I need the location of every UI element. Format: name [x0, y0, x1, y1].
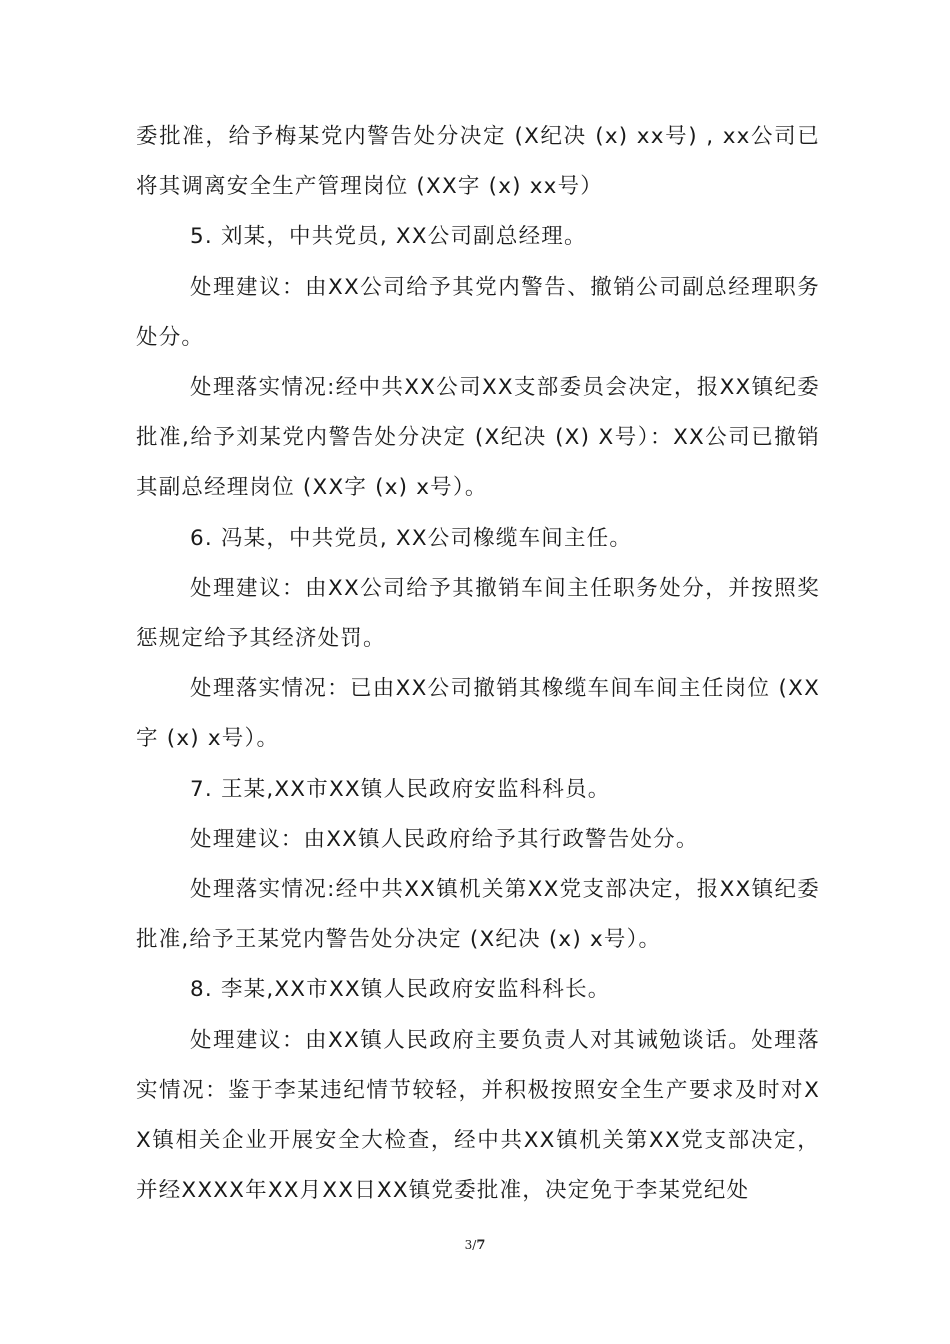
paragraph: 处理落实情况:经中共XX公司XX支部委员会决定，报XX镇纪委批准,给予刘某党内警告处分决定 (X纪决 (X) X号）：XX公司已撤销其副总经理岗位 (XX字 (x) x号）。 — [136, 375, 820, 501]
paragraph: 处理落实情况：已由XX公司撤销其橡缆车间车间主任岗位 (XX字 (x) x号）。 — [136, 676, 820, 752]
paragraph: 处理建议：由XX镇人民政府给予其行政警告处分。 — [190, 826, 699, 852]
page-number-total: 7 — [476, 1238, 486, 1253]
paragraph: 8. 李某,XX市XX镇人民政府安监科科长。 — [190, 977, 611, 1003]
paragraph: 6. 冯某，中共党员, XX公司橡缆车间主任。 — [190, 525, 633, 551]
paragraph: 委批准，给予梅某党内警告处分决定 (X纪决 (x) xx号) , xx公司已将其调离安全生产管理岗位 (XX字 (x) xx号） — [136, 124, 820, 200]
page-number — [0, 1238, 950, 1253]
paragraph: 7. 王某,XX市XX镇人民政府安监科科员。 — [190, 776, 611, 802]
paragraph: 处理建议：由XX镇人民政府主要负责人对其诫勉谈话。处理落实情况：鉴于李某违纪情节较轻，并积极按照安全生产要求及时对XX镇相关企业开展安全大检查，经中共XX镇机关第XX党支部决定，并经XXXX年XX月XX日XX镇党委批准，决定免于李某党纪处 — [136, 1027, 820, 1204]
document-body — [136, 112, 820, 1216]
paragraph: 处理落实情况:经中共XX镇机关第XX党支部决定，报XX镇纪委批准,给予王某党内警告处分决定 (X纪决 (x) x号）。 — [136, 877, 820, 953]
paragraph: 处理建议：由XX公司给予其党内警告、撤销公司副总经理职务处分。 — [136, 274, 820, 350]
page-number-current: 3/ — [464, 1238, 477, 1252]
paragraph: 5. 刘某，中共党员, XX公司副总经理。 — [190, 224, 587, 250]
paragraph: 处理建议：由XX公司给予其撤销车间主任职务处分，并按照奖惩规定给予其经济处罚。 — [136, 575, 820, 652]
